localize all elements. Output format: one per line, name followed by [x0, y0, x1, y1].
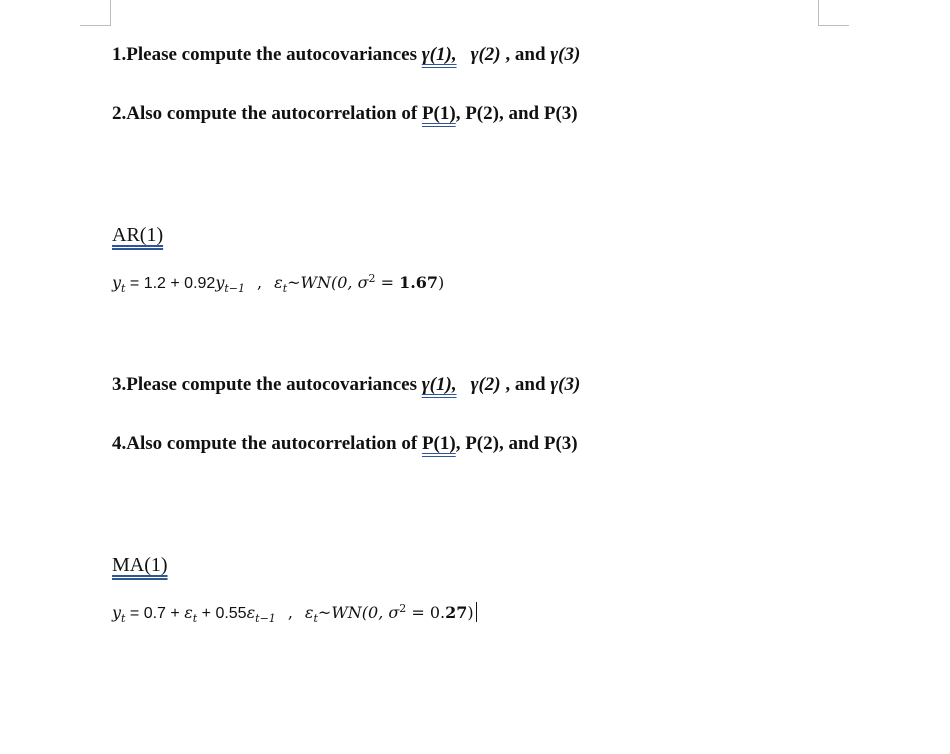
gamma-1-comma: , — [451, 374, 457, 395]
text-cursor — [476, 602, 477, 622]
eq-close-paren: ) — [438, 273, 445, 292]
eq-sub-lag: t−1 — [224, 282, 246, 295]
ar1-heading[interactable] — [112, 224, 163, 247]
eq-coefficient: + 0.55 — [197, 605, 247, 622]
eq-equals: = — [375, 273, 400, 292]
eq-sub-t: t — [282, 282, 288, 295]
page-corner-mark-right — [818, 0, 849, 26]
eq-sub-t: t — [121, 612, 126, 625]
eq-epsilon-lag: ε — [246, 603, 256, 622]
eq-sub-t: t — [313, 612, 318, 625]
page-corner-mark-left — [80, 0, 111, 26]
question-1-text: 1.Please compute the autocovariances — [112, 44, 422, 65]
eq-epsilon: ε — [184, 603, 193, 622]
eq-sub-lag: t−1 — [255, 612, 276, 625]
ar1-heading-text: AR(1) — [112, 224, 164, 246]
eq-white-noise: ~WN(0, σ — [287, 273, 369, 292]
question-1-and: , and — [500, 44, 551, 65]
gamma-1: γ(1) — [421, 44, 452, 65]
question-3-text: 3.Please compute the autocovariances — [112, 374, 422, 395]
ma1-heading[interactable] — [112, 554, 168, 577]
question-2[interactable] — [112, 103, 578, 125]
eq-y-lag: y — [215, 273, 225, 292]
ma1-equation[interactable] — [112, 602, 477, 625]
eq-variance: 27 — [445, 603, 468, 622]
question-4-rest: , P(2), and P(3) — [455, 433, 578, 454]
gamma-2: γ(2) — [470, 374, 501, 395]
eq-epsilon: ε — [304, 603, 314, 622]
eq-y: y — [112, 603, 122, 622]
gamma-3: γ(3) — [550, 374, 581, 395]
question-3-and: , and — [500, 374, 551, 395]
eq-constant: = 0.7 + — [125, 605, 185, 622]
eq-y: y — [112, 273, 122, 292]
eq-square: 2 — [399, 602, 407, 615]
ar1-equation[interactable] — [112, 272, 444, 295]
question-3[interactable] — [112, 374, 580, 396]
eq-sub-t: t — [121, 282, 126, 295]
eq-variance: 1.67 — [399, 273, 439, 292]
eq-sub-t: t — [192, 612, 198, 625]
gamma-1: γ(1) — [421, 374, 452, 395]
ma1-heading-text: MA(1) — [112, 554, 168, 576]
rho-1: P(1) — [421, 433, 456, 454]
eq-close-paren: ) — [467, 603, 474, 622]
eq-epsilon: ε — [274, 273, 283, 292]
question-2-text: 2.Also compute the autocorrelation of — [112, 103, 422, 124]
eq-white-noise: ~WN(0, σ — [317, 603, 400, 622]
eq-constant: = 1.2 + 0.92 — [125, 275, 216, 292]
gamma-2: γ(2) — [470, 44, 501, 65]
question-1[interactable] — [112, 44, 580, 66]
question-4-text: 4.Also compute the autocorrelation of — [112, 433, 422, 454]
gamma-3: γ(3) — [550, 44, 581, 65]
rho-1: P(1) — [421, 103, 456, 124]
eq-comma: , — [257, 273, 263, 292]
eq-equals: = 0. — [406, 603, 446, 622]
question-2-rest: , P(2), and P(3) — [455, 103, 578, 124]
gamma-1-comma: , — [451, 44, 457, 65]
eq-comma: , — [287, 603, 293, 622]
question-4[interactable] — [112, 433, 578, 455]
eq-square: 2 — [368, 272, 376, 285]
